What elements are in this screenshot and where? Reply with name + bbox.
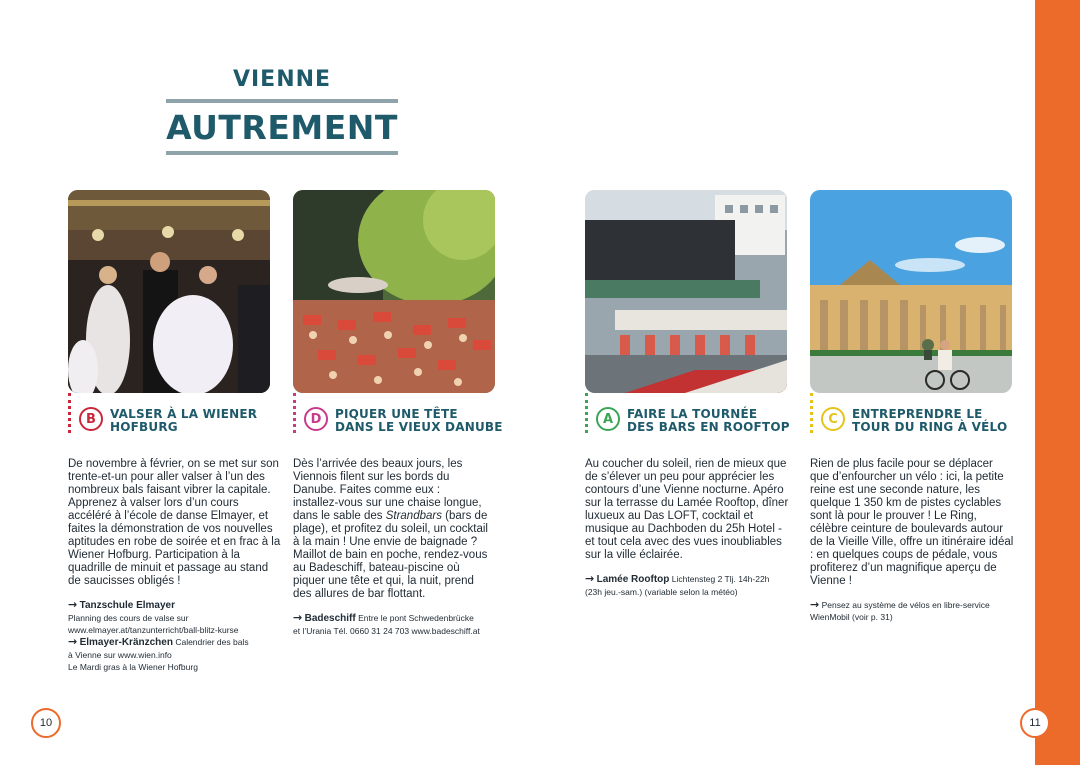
title-big: AUTREMENT [166,108,398,147]
map-marker-d-icon: D [304,407,328,431]
info-line [68,599,283,612]
body-paragraph: De novembre à février, on se met sur son trente-et-un pour aller valser à l’un des nombreux bals faisant vibrer la capitale. Apprenez à valser lors d’un cours accéléré à l’école de danse Elmayer, et faites la démonstration de vos nouvelles aptitudes en robe de soirée et en frac à la Wiener Hofburg. Participation à la quadrille de minuit et passage au stand de saucisses obligés ! [68,458,281,587]
heading-line-2: HOFBURG [110,420,178,434]
section-body-danube [293,458,488,637]
heading-line-1: ENTREPRENDRE LE [852,407,983,421]
info-name: Badeschiff [304,613,356,624]
info-line [585,573,790,586]
info-text: WienMobil (voir p. 31) [810,612,893,622]
danube-beach-bar-photo [293,190,495,393]
info-line [68,624,283,636]
orange-edge-bar [1035,0,1080,765]
title-divider-bottom [166,151,398,155]
ring-bicycle-photo [810,190,1012,393]
section-body-waltz [68,458,283,673]
info-line [810,599,1015,611]
title-divider [166,99,398,103]
info-line [68,649,283,661]
map-marker-a-icon: A [596,407,620,431]
section-heading-danube [335,408,510,434]
ballroom-dance-photo [68,190,270,393]
arrow-icon: → [68,598,78,611]
heading-line-1: VALSER À LA WIENER [110,407,258,421]
arrow-icon: → [810,598,820,611]
heading-line-2: TOUR DU RING À VÉLO [852,420,1008,434]
heading-line-2: DES BARS EN ROOFTOP [627,420,790,434]
info-name: Tanzschule Elmayer [79,600,176,611]
info-text: Lichtensteg 2 Tlj. 14h-22h [669,574,770,584]
info-line [293,612,488,625]
section-body-bicycle [810,458,1015,623]
section-dots-danube [293,393,296,433]
body-paragraph: Rien de plus facile pour se déplacer que d’enfourcher un vélo : ici, la petite reine est une seconde nature, les quelque 1 350 km de pistes cyclables sont là pour le prouver ! Le Ring, célèbre ceinture de boulevards autour de la Vieille Ville, offre un itinéraire idéal : en quelques coups de pédale, vous profiterez d’un magnifique aperçu de Vienne ! [810,458,1014,587]
section-dots-bicycle [810,393,813,433]
arrow-icon: → [68,635,78,648]
heading-line-1: FAIRE LA TOURNÉE [627,407,758,421]
info-line [585,586,790,598]
info-text: Calendrier des bals [172,637,249,647]
info-text: et l’Urania Tél. 0660 31 24 703 www.badeschiff.at [293,626,480,636]
heading-line-2: DANS LE VIEUX DANUBE [335,420,503,434]
heading-line-1: PIQUER UNE TÊTE [335,407,458,421]
section-dots-rooftop [585,393,588,433]
section-dots-waltz [68,393,71,433]
info-text: à Vienne sur www.wien.info [68,650,172,660]
body-text-after: (bars de plage), et profitez du soleil, un cocktail à la main ! Une envie de baignade ? Maillot de bain en poche, rendez-vous au Badeschiff, bateau-piscine où piquer une tête et qui, la nuit, prend des allures de bar flottant. [293,510,488,600]
info-text: Planning des cours de valse sur [68,613,189,623]
map-marker-c-icon: C [821,407,845,431]
practical-info-rooftop [585,573,790,598]
info-text: (23h jeu.-sam.) (variable selon la météo) [585,587,738,597]
section-heading-waltz [110,408,285,434]
info-name: Elmayer-Kränzchen [79,637,173,648]
practical-info-danube [293,612,488,637]
body-paragraph: Au coucher du soleil, rien de mieux que de s’élever un peu pour apprécier les contours d’une Vienne nocturne. Apéro sur la terrasse du Lamée Rooftop, dîner luxueux au Das LOFT, cocktail et musique au Dachboden du 25h Hotel - et tout cela avec des vues inoubliables sur la ville éclairée. [585,458,789,561]
map-marker-b-icon: B [79,407,103,431]
info-line [68,636,283,649]
arrow-icon: → [585,572,595,585]
section-heading-bicycle [852,408,1022,434]
info-text: Entre le pont Schwedenbrücke [355,613,474,623]
info-text: Le Mardi gras à la Wiener Hofburg [68,662,198,672]
rooftop-bar-photo [585,190,787,393]
info-line [810,611,1015,623]
practical-info-waltz [68,599,283,673]
body-italic: Strandbars [385,510,442,522]
section-body-rooftop [585,458,790,598]
info-line [293,625,488,637]
info-line [68,661,283,673]
body-text-before: Dès l’arrivée des beaux jours, les Viennois filent sur les bords du Danube. Faites comme eux : installez-vous sur une chaise longue, dans le sable des [293,458,482,522]
info-text: Pensez au système de vélos en libre-service [819,600,990,610]
page-number-right: 11 [1020,708,1050,738]
section-heading-rooftop [627,408,817,434]
arrow-icon: → [293,611,303,624]
practical-info-bicycle [810,599,1015,623]
body-paragraph [293,458,488,601]
title-small: VIENNE [232,67,332,92]
info-name: Lamée Rooftop [596,574,670,585]
page-title [166,66,398,155]
info-line [68,612,283,624]
page-number-left: 10 [31,708,61,738]
info-link[interactable]: www.elmayer.at/tanzunterricht/ball-blitz-kurse [68,625,239,635]
